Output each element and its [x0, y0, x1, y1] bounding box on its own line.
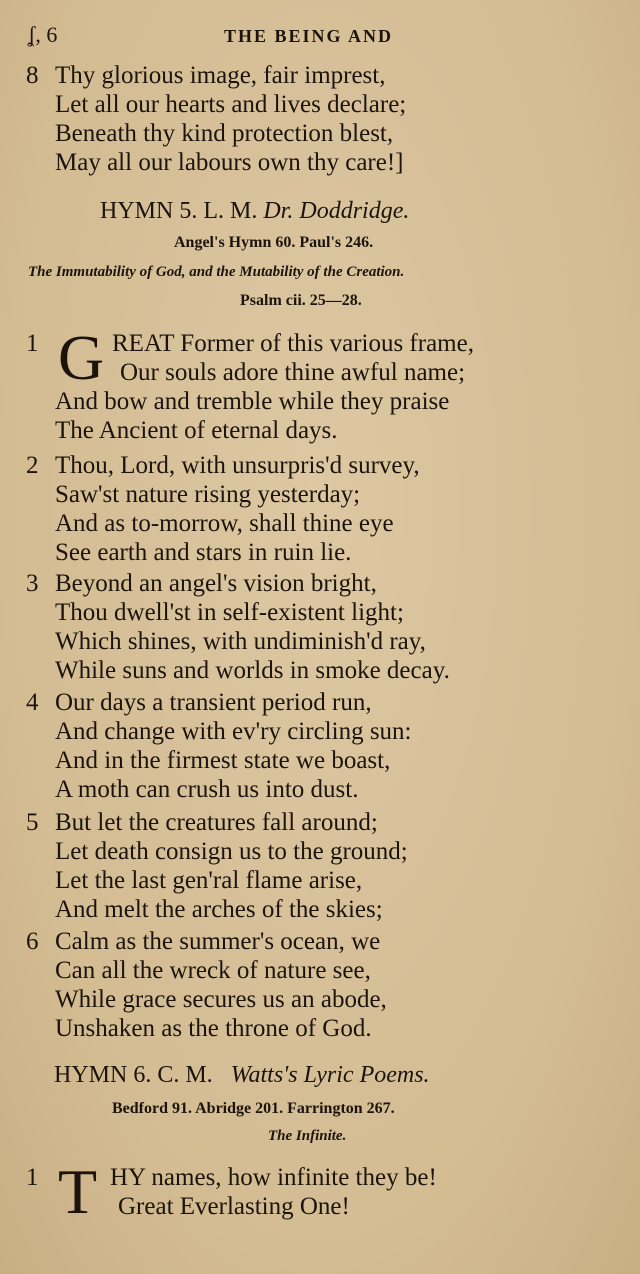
running-head: THE BEING AND	[224, 26, 394, 46]
verse-line: Can all the wreck of nature see,	[55, 957, 371, 984]
verse-line: While grace secures us an abode,	[55, 986, 387, 1013]
stanza-number: 1	[26, 330, 39, 357]
verse-line: Let the last gen'ral flame arise,	[55, 867, 363, 894]
stanza-number: 2	[26, 452, 39, 479]
hymn-scripture: Psalm cii. 25—28.	[240, 292, 362, 309]
drop-cap: G	[58, 322, 105, 393]
hymn-number: HYMN 6. C. M.	[54, 1062, 213, 1088]
hymn-subject: The Infinite.	[268, 1128, 347, 1144]
verse-line: And in the firmest state we boast,	[55, 747, 391, 774]
verse-line: The Ancient of eternal days.	[55, 417, 338, 444]
verse-line: May all our labours own thy care!]	[55, 149, 404, 176]
verse-line: Great Everlasting One!	[118, 1193, 350, 1220]
stanza-number: 8	[26, 62, 39, 89]
verse-line: REAT Former of this various frame,	[112, 330, 474, 357]
verse-line: And change with ev'ry circling sun:	[55, 718, 412, 745]
verse-line: But let the creatures fall around;	[55, 809, 378, 836]
page-number: ʆ, 6	[28, 22, 58, 47]
verse-line: Which shines, with undiminish'd ray,	[55, 628, 426, 655]
stanza-number: 6	[26, 928, 39, 955]
hymn-number: HYMN 5. L. M.	[100, 198, 258, 224]
hymn-6-title	[54, 1062, 430, 1089]
verse-line: And melt the arches of the skies;	[55, 896, 383, 923]
verse-line: Beyond an angel's vision bright,	[55, 570, 377, 597]
hymn-author: Dr. Doddridge.	[263, 198, 410, 224]
verse-line: Our souls adore thine awful name;	[120, 359, 466, 386]
page-header	[0, 22, 640, 56]
verse-line: Unshaken as the throne of God.	[55, 1015, 372, 1042]
hymn-subject: The Immutability of God, and the Mutability of the Creation.	[28, 264, 405, 280]
verse-line: Thou dwell'st in self-existent light;	[55, 599, 404, 626]
verse-line: And as to-morrow, shall thine eye	[55, 510, 394, 537]
verse-line: See earth and stars in ruin lie.	[55, 539, 352, 566]
stanza-number: 5	[26, 809, 39, 836]
hymn-author: Watts's Lyric Poems.	[230, 1062, 430, 1088]
verse-line: Beneath thy kind protection blest,	[55, 120, 394, 147]
verse-line: A moth can crush us into dust.	[55, 776, 359, 803]
verse-line: Thy glorious image, fair imprest,	[55, 62, 386, 89]
verse-line: Let death consign us to the ground;	[55, 838, 408, 865]
verse-line: Let all our hearts and lives declare;	[55, 91, 407, 118]
verse-line: Our days a transient period run,	[55, 689, 372, 716]
verse-line: HY names, how infinite they be!	[110, 1164, 437, 1191]
hymn-tunes: Angel's Hymn 60. Paul's 246.	[174, 234, 374, 251]
stanza-number: 3	[26, 570, 39, 597]
hymn-5-title	[100, 198, 409, 225]
stanza-number: 1	[26, 1164, 39, 1191]
verse-line: Calm as the summer's ocean, we	[55, 928, 381, 955]
hymn-tunes: Bedford 91. Abridge 201. Farrington 267.	[112, 1100, 395, 1117]
drop-cap: T	[58, 1156, 98, 1227]
verse-line: Thou, Lord, with unsurpris'd survey,	[55, 452, 420, 479]
verse-line: While suns and worlds in smoke decay.	[55, 657, 450, 684]
verse-line: Saw'st nature rising yesterday;	[55, 481, 361, 508]
verse-line: And bow and tremble while they praise	[55, 388, 450, 415]
stanza-number: 4	[26, 689, 39, 716]
